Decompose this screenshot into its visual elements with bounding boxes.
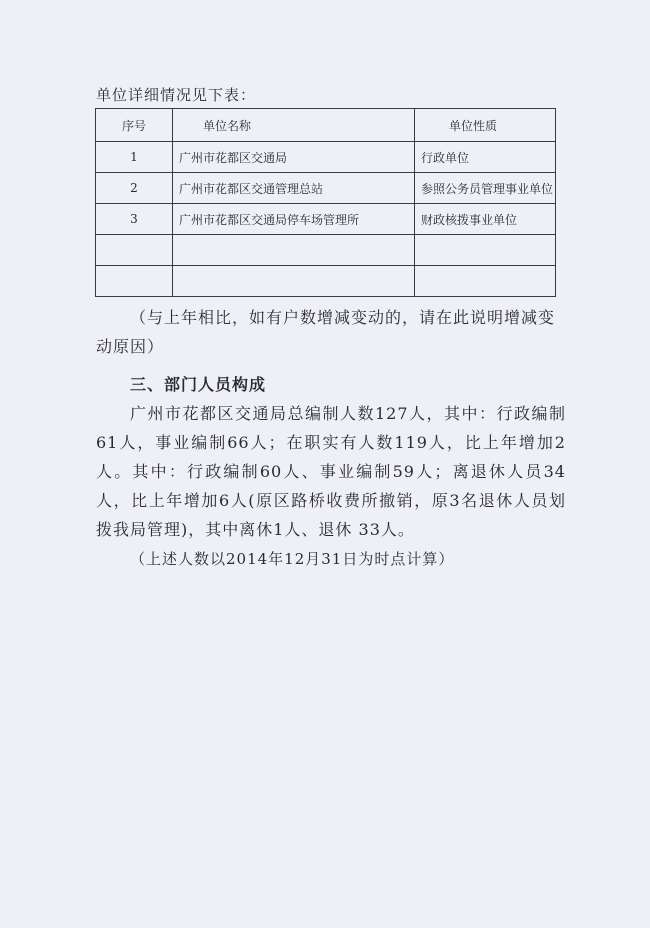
table-row: [96, 204, 556, 235]
cell-unit-type: 参照公务员管理事业单位: [415, 173, 556, 204]
cell-unit-type: [415, 235, 556, 266]
change-note: （与上年相比，如有户数增减变动的，请在此说明增减变动原因）: [96, 308, 556, 356]
cell-index: 1: [96, 142, 173, 173]
table-row: [96, 266, 556, 297]
header-index: 序号: [96, 109, 173, 142]
cell-unit-type: 财政核拨事业单位: [415, 204, 556, 235]
header-unit-type: 单位性质: [415, 109, 556, 142]
cell-unit-name: [173, 266, 415, 297]
section-heading: 三、部门人员构成: [130, 375, 267, 394]
table-row: [96, 173, 556, 204]
cell-unit-type: 行政单位: [415, 142, 556, 173]
cell-unit-type: [415, 266, 556, 297]
table-row: [96, 235, 556, 266]
unit-table: [95, 108, 556, 297]
cell-unit-name: 广州市花都区交通局停车场管理所: [173, 204, 415, 235]
cell-index: [96, 266, 173, 297]
cell-index: 3: [96, 204, 173, 235]
cell-unit-name: 广州市花都区交通管理总站: [173, 173, 415, 204]
cell-index: 2: [96, 173, 173, 204]
cell-index: [96, 235, 173, 266]
table-row: [96, 142, 556, 173]
table-intro: 单位详细情况见下表：: [96, 86, 257, 104]
calculation-footnote: （上述人数以2014年12月31日为时点计算）: [130, 550, 455, 568]
staffing-paragraph: 广州市花都区交通局总编制人数127人，其中：行政编制61人，事业编制66人；在职实有人数119人，比上年增加2人。其中：行政编制60人、事业编制59人；离退休人员34人，比上年增加6人(原区路桥收费所撤销，原3名退休人员划拨我局管理)，其中离休1人、退休 33人。: [96, 404, 566, 539]
cell-unit-name: [173, 235, 415, 266]
cell-unit-name: 广州市花都区交通局: [173, 142, 415, 173]
header-unit-name: 单位名称: [173, 109, 415, 142]
table-header-row: [96, 109, 556, 142]
